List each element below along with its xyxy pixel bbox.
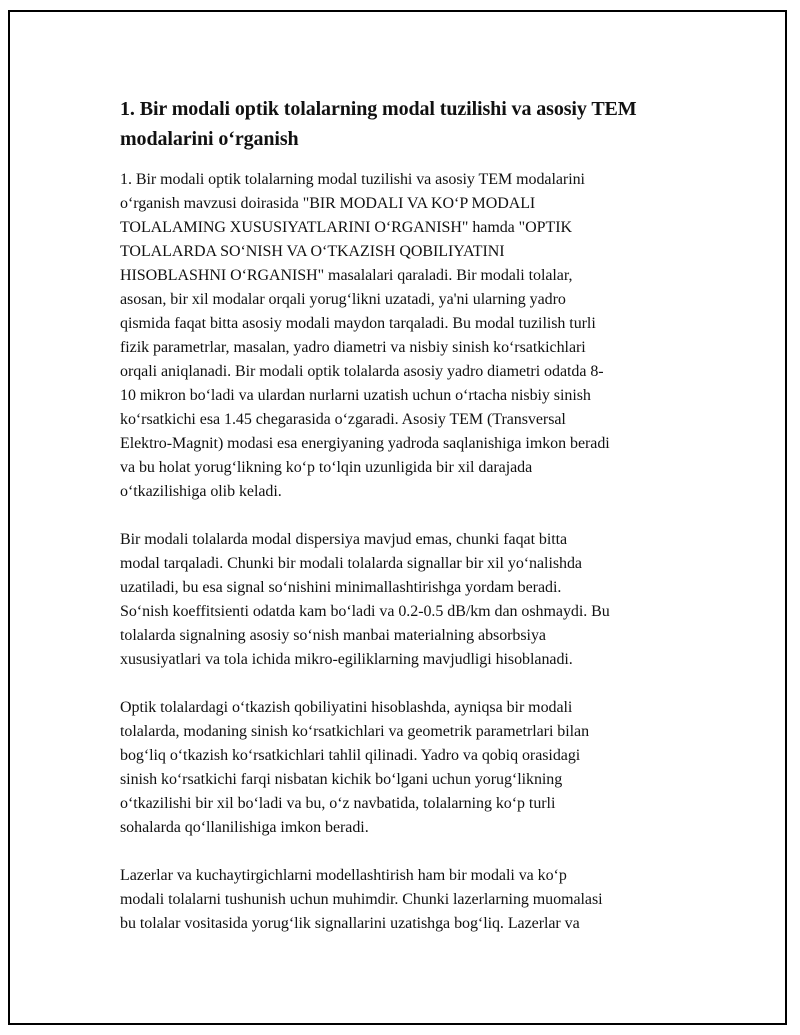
paragraph-line: 10 mikron bo‘ladi va ulardan nurlarni uzatish uchun o‘rtacha nisbiy sinish xyxy=(120,387,591,404)
paragraph-line: tolalarda, modaning sinish ko‘rsatkichlari va geometrik parametrlari bilan xyxy=(120,723,590,740)
paragraph-line: orqali aniqlanadi. Bir modali optik tolalarda asosiy yadro diametri odatda 8- xyxy=(120,363,604,380)
paragraph-line: So‘nish koeffitsienti odatda kam bo‘ladi va 0.2-0.5 dB/km dan oshmaydi. Bu xyxy=(120,603,610,620)
document-body xyxy=(120,94,700,960)
paragraph-line: va bu holat yorug‘likning ko‘p to‘lqin uzunligida bir xil darajada xyxy=(120,459,533,476)
paragraph-line: Bir modali tolalarda modal dispersiya mavjud emas, chunki faqat bitta xyxy=(120,531,568,548)
paragraph-2 xyxy=(120,528,700,672)
paragraph-line: xususiyatlari va tola ichida mikro-egiliklarning mavjudligi hisoblanadi. xyxy=(120,651,573,668)
paragraph-line: modali tolalarni tushunish uchun muhimdir. Chunki lazerlarning muomalasi xyxy=(120,891,603,908)
paragraph-line: sohalarda qo‘llanilishiga imkon beradi. xyxy=(120,819,369,836)
paragraph-line: modal tarqaladi. Chunki bir modali tolalarda signallar bir xil yo‘nalishda xyxy=(120,555,582,572)
paragraph-4 xyxy=(120,864,700,936)
paragraph-line: ko‘rsatkichi esa 1.45 chegarasida o‘zgaradi. Asosiy TEM (Transversal xyxy=(120,411,566,428)
paragraph-line: bu tolalar vositasida yorug‘lik signallarini uzatishga bog‘liq. Lazerlar va xyxy=(120,915,580,932)
title-line: modalarini o‘rganish xyxy=(120,128,299,150)
document-page xyxy=(8,10,787,1025)
paragraph-3 xyxy=(120,696,700,840)
paragraph-line: bog‘liq o‘tkazish ko‘rsatkichlari tahlil qilinadi. Yadro va qobiq orasidagi xyxy=(120,747,581,764)
paragraph-line: Lazerlar va kuchaytirgichlarni modellashtirish ham bir modali va ko‘p xyxy=(120,867,567,884)
paragraph-line: uzatiladi, bu esa signal so‘nishini minimallashtirishga yordam beradi. xyxy=(120,579,562,596)
paragraph-line: tolalarda signalning asosiy so‘nish manbai materialning absorbsiya xyxy=(120,627,546,644)
paragraph-line: TOLALAMING XUSUSIYATLARINI O‘RGANISH" hamda "OPTIK xyxy=(120,219,573,236)
paragraph-line: o‘rganish mavzusi doirasida "BIR MODALI VA KO‘P MODALI xyxy=(120,195,536,212)
paragraph-line: fizik parametrlar, masalan, yadro diametri va nisbiy sinish ko‘rsatkichlari xyxy=(120,339,586,356)
paragraph-line: sinish ko‘rsatkichi farqi nisbatan kichik bo‘lgani uchun yorug‘likning xyxy=(120,771,563,788)
paragraph-line: 1. Bir modali optik tolalarning modal tuzilishi va asosiy TEM modalarini xyxy=(120,171,585,188)
paragraph-line: qismida faqat bitta asosiy modali maydon tarqaladi. Bu modal tuzilish turli xyxy=(120,315,596,332)
paragraph-line: Optik tolalardagi o‘tkazish qobiliyatini hisoblashda, ayniqsa bir modali xyxy=(120,699,573,716)
title-line: 1. Bir modali optik tolalarning modal tuzilishi va asosiy TEM xyxy=(120,98,637,120)
paragraph-line: o‘tkazilishiga olib keladi. xyxy=(120,483,282,500)
paragraph-line: o‘tkazilishi bir xil bo‘ladi va bu, o‘z navbatida, tolalarning ko‘p turli xyxy=(120,795,556,812)
paragraph-line: asosan, bir xil modalar orqali yorug‘likni uzatadi, ya'ni ularning yadro xyxy=(120,291,566,308)
paragraph-line: Elektro-Magnit) modasi esa energiyaning yadroda saqlanishiga imkon beradi xyxy=(120,435,610,452)
paragraph-line: HISOBLASHNI O‘RGANISH" masalalari qaraladi. Bir modali tolalar, xyxy=(120,267,573,284)
paragraph-line: TOLALARDA SO‘NISH VA O‘TKAZISH QOBILIYATINI xyxy=(120,243,505,260)
document-title xyxy=(120,94,700,154)
paragraph-1 xyxy=(120,168,700,504)
